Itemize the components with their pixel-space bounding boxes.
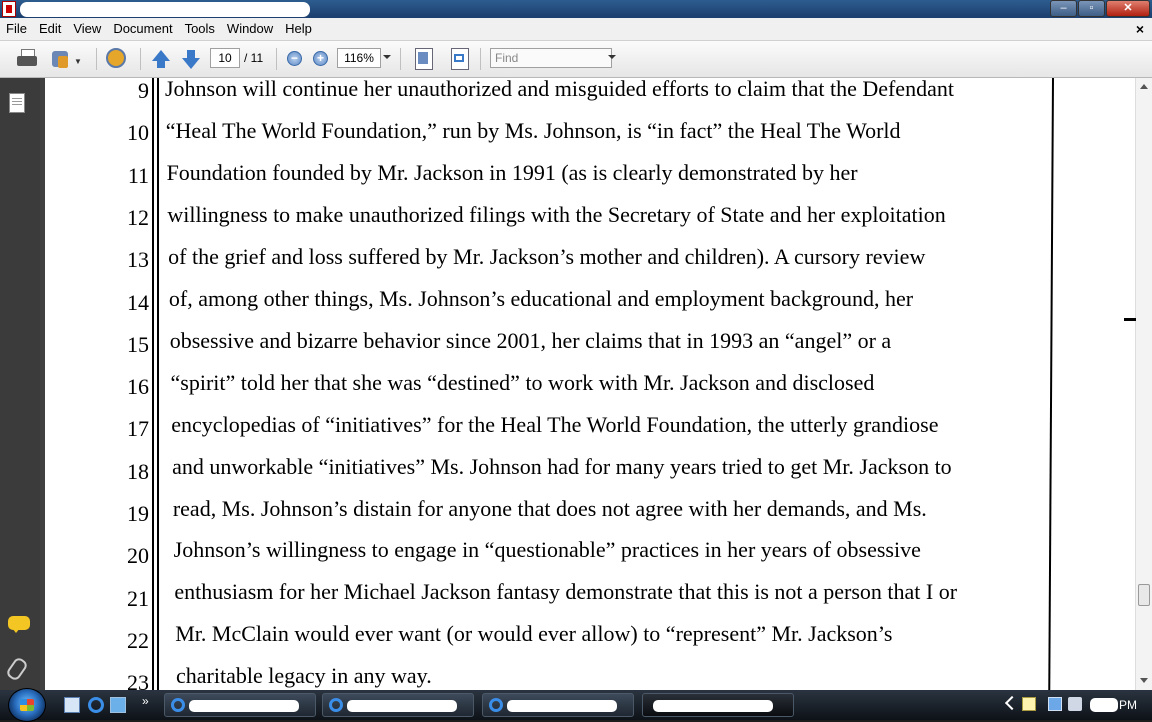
find-dropdown-icon[interactable]	[608, 55, 616, 59]
taskbar-window-2[interactable]	[322, 693, 474, 717]
document-line	[45, 117, 1135, 162]
taskbar-window-3[interactable]	[482, 693, 634, 717]
mail-icon[interactable]	[64, 697, 80, 713]
document-line	[45, 285, 1135, 332]
internet-explorer-icon	[329, 698, 343, 712]
document-line	[45, 663, 1135, 690]
window-title-redacted	[507, 700, 617, 712]
menu-bar	[0, 18, 1152, 41]
internet-explorer-icon	[489, 698, 503, 712]
pdf-app-icon	[2, 1, 16, 17]
line-number: 18	[127, 458, 149, 484]
close-document-button[interactable]: ×	[1135, 21, 1144, 37]
tray-notes-icon[interactable]	[1022, 697, 1036, 711]
toolbar-separator	[276, 48, 277, 70]
line-text: enthusiasm for her Michael Jackson fantasy demonstrate that this is not a person that I or	[174, 579, 958, 605]
toolbar-separator	[96, 48, 97, 70]
window-title-redacted	[653, 700, 773, 712]
clock-redacted	[1090, 698, 1118, 712]
line-number: 9	[138, 78, 149, 103]
page-total-label: / 11	[244, 51, 264, 65]
line-number: 20	[127, 543, 149, 569]
attach-icon[interactable]	[106, 48, 130, 70]
line-text: obsessive and bizarre behavior since 2001, her claims that in 1993 an “angel” or a	[169, 327, 892, 353]
start-button[interactable]	[8, 688, 46, 722]
show-desktop-icon[interactable]	[110, 697, 126, 713]
menu-file[interactable]: File	[6, 21, 27, 36]
close-window-button[interactable]: ✕	[1106, 0, 1150, 17]
line-text: charitable legacy in any way.	[176, 663, 432, 689]
document-line	[45, 453, 1135, 501]
document-line	[45, 78, 1135, 120]
line-number: 12	[127, 204, 149, 230]
menu-window[interactable]: Window	[226, 21, 274, 36]
line-text: read, Ms. Johnson’s distain for anyone that does not agree with her demands, and Ms.	[172, 495, 927, 521]
document-line	[45, 369, 1135, 416]
menu-edit[interactable]: Edit	[38, 21, 62, 36]
line-text: and unworkable “initiatives” Ms. Johnson had for many years tried to get Mr. Jackson to	[172, 453, 952, 479]
document-line	[45, 243, 1135, 289]
fit-width-icon[interactable]	[448, 48, 472, 70]
toolbar-separator	[480, 48, 481, 70]
line-text: willingness to make unauthorized filings with the Secretary of State and her exploitation	[167, 201, 946, 227]
line-number: 11	[127, 162, 149, 188]
taskbar-window-1[interactable]	[164, 693, 316, 717]
line-number: 19	[127, 501, 149, 526]
quicklaunch-overflow[interactable]: »	[142, 694, 149, 708]
toolbar-separator	[400, 48, 401, 70]
taskbar-window-active[interactable]	[642, 693, 794, 717]
line-number: 10	[127, 120, 149, 146]
document-line	[45, 411, 1135, 458]
next-page-icon[interactable]	[180, 48, 202, 70]
line-text: Mr. McClain would ever want (or would ever allow) to “represent” Mr. Jackson’s	[175, 621, 893, 647]
line-text: Johnson will continue her unauthorized and misguided efforts to claim that the Defendant	[165, 78, 954, 101]
attachments-icon[interactable]	[5, 656, 29, 682]
menu-document[interactable]: Document	[113, 21, 173, 36]
volume-icon[interactable]	[1068, 697, 1082, 711]
menu-view[interactable]: View	[73, 21, 102, 36]
document-line	[45, 201, 1135, 247]
zoom-dropdown-icon[interactable]	[383, 55, 391, 59]
clock[interactable]: PM	[1119, 698, 1137, 712]
line-number: 17	[127, 416, 149, 442]
show-hidden-icons-icon[interactable]	[1005, 696, 1019, 710]
window-controls	[1049, 0, 1150, 16]
document-viewport[interactable]	[40, 78, 1135, 690]
pdf-page	[45, 78, 1135, 690]
scroll-down-icon[interactable]	[1140, 678, 1148, 683]
taskbar	[0, 690, 1152, 720]
document-line	[45, 327, 1135, 374]
network-icon[interactable]	[1048, 697, 1062, 711]
scroll-up-icon[interactable]	[1140, 84, 1148, 89]
zoom-out-icon[interactable]: −	[286, 48, 304, 70]
internet-explorer-icon	[171, 698, 185, 712]
line-text: encyclopedias of “initiatives” for the Heal The World Foundation, the utterly grandiose	[171, 411, 939, 437]
document-line	[45, 159, 1135, 205]
menu-tools[interactable]: Tools	[184, 21, 215, 36]
export-pdf-icon[interactable]: ▼	[52, 48, 82, 70]
line-text: “spirit” told her that she was “destined” to work with Mr. Jackson and disclosed	[170, 369, 875, 395]
find-input[interactable]: Find	[490, 48, 612, 68]
window-title-redacted	[347, 700, 457, 712]
navigation-pane	[0, 78, 40, 690]
title-bar	[0, 0, 1152, 18]
fit-page-icon[interactable]	[412, 48, 436, 70]
vertical-scrollbar[interactable]	[1135, 78, 1152, 690]
zoom-in-icon[interactable]: +	[312, 48, 330, 70]
line-number: 23	[127, 670, 149, 690]
pages-panel-icon[interactable]	[9, 93, 25, 113]
maximize-button[interactable]: ▫	[1078, 0, 1105, 17]
line-number: 22	[127, 627, 149, 653]
window-title-redacted	[20, 2, 310, 17]
printer-icon[interactable]	[16, 48, 38, 70]
scroll-thumb[interactable]	[1138, 584, 1150, 606]
line-number: 16	[127, 374, 149, 400]
previous-page-icon[interactable]	[150, 48, 172, 70]
zoom-level-field[interactable]: 116%	[337, 48, 381, 68]
line-text: of the grief and loss suffered by Mr. Jackson’s mother and children). A cursory review	[168, 243, 926, 269]
line-number: 14	[127, 289, 149, 315]
line-text: Foundation founded by Mr. Jackson in 1991 (as is clearly demonstrated by her	[166, 159, 858, 185]
line-number: 13	[127, 247, 149, 273]
page-number-input[interactable]: 10	[210, 48, 240, 68]
window-title-redacted	[189, 700, 299, 712]
comments-icon[interactable]	[8, 616, 30, 630]
scroll-position-marker	[1124, 318, 1136, 321]
toolbar-separator	[140, 48, 141, 70]
line-text: Johnson’s willingness to engage in “questionable” practices in her years of obsessive	[173, 537, 921, 563]
line-number: 21	[127, 585, 149, 611]
internet-explorer-icon[interactable]	[88, 697, 104, 713]
menu-help[interactable]: Help	[285, 21, 312, 36]
line-number: 15	[127, 331, 149, 357]
minimize-button[interactable]: –	[1050, 0, 1077, 17]
line-text: of, among other things, Ms. Johnson’s educational and employment background, her	[168, 285, 914, 311]
line-text: “Heal The World Foundation,” run by Ms. Johnson, is “in fact” the Heal The World	[165, 117, 901, 143]
